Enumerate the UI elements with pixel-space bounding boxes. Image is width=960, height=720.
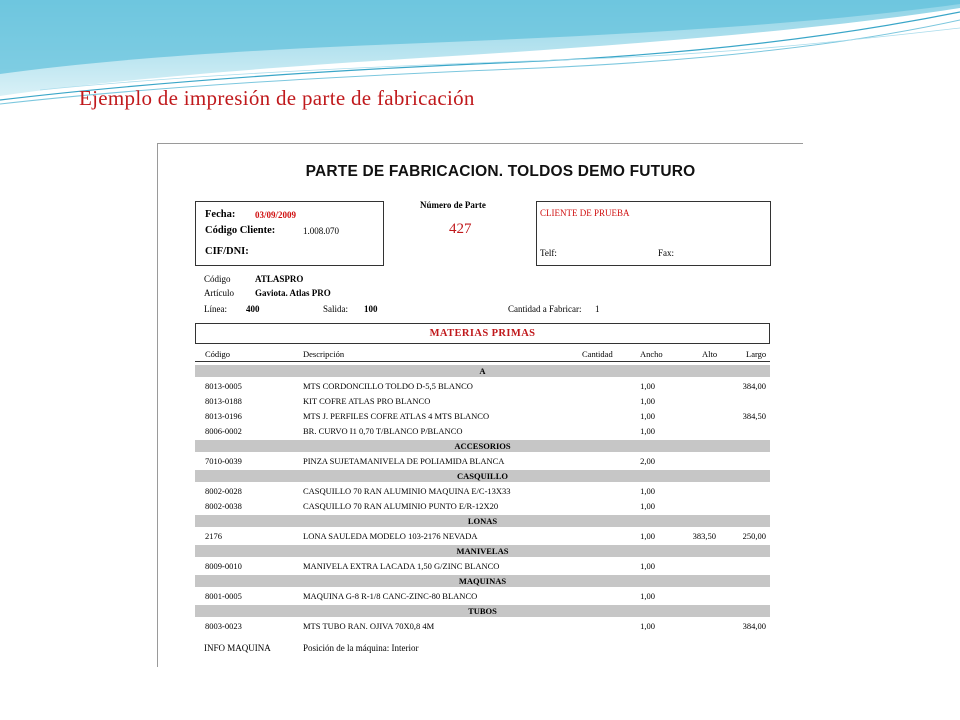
- cell-descripcion: MAQUINA G-8 R-1/8 CANC-ZINC-80 BLANCO: [303, 591, 478, 601]
- group-header: MANIVELAS: [195, 545, 770, 557]
- table-row: [195, 410, 770, 423]
- linea-value: 400: [246, 304, 260, 314]
- slide-title: Ejemplo de impresión de parte de fabricación: [79, 86, 475, 110]
- cell-cantidad: 2,00: [640, 456, 655, 466]
- cell-codigo: 8013-0196: [205, 411, 242, 421]
- cell-cantidad: 1,00: [640, 426, 655, 436]
- fecha-value: 03/09/2009: [255, 210, 297, 220]
- cell-codigo: 8013-0188: [205, 396, 242, 406]
- cell-cantidad: 1,00: [640, 561, 655, 571]
- salida-label: Salida:: [323, 304, 348, 314]
- col-codigo: Código: [205, 349, 231, 359]
- table-row: [195, 620, 770, 633]
- cell-codigo: 8001-0005: [205, 591, 242, 601]
- table-row: [195, 455, 770, 468]
- group-header: CASQUILLO: [195, 470, 770, 482]
- cell-codigo: 8013-0005: [205, 381, 242, 391]
- cell-codigo: 8006-0002: [205, 426, 242, 436]
- col-alto: Alto: [702, 349, 718, 359]
- group-header: ACCESORIOS: [195, 440, 770, 452]
- cell-largo: 384,00: [742, 621, 766, 631]
- cell-largo: 384,50: [742, 411, 766, 421]
- linea-label: Línea:: [204, 304, 227, 314]
- cell-cantidad: 1,00: [640, 501, 655, 511]
- info-maquina-value: Posición de la máquina: Interior: [303, 643, 419, 653]
- table-row: [195, 395, 770, 408]
- cell-descripcion: MANIVELA EXTRA LACADA 1,50 G/ZINC BLANCO: [303, 561, 500, 571]
- cell-cantidad: 1,00: [640, 591, 655, 601]
- codigo-value: ATLASPRO: [255, 274, 304, 284]
- cell-descripcion: CASQUILLO 70 RAN ALUMINIO PUNTO E/R-12X20: [303, 501, 499, 511]
- cell-cantidad: 1,00: [640, 486, 655, 496]
- info-maquina-label: INFO MAQUINA: [204, 643, 271, 653]
- cell-ancho: 383,50: [692, 531, 716, 541]
- salida-value: 100: [364, 304, 378, 314]
- col-ancho: Ancho: [640, 349, 663, 359]
- codigo-cliente-value: 1.008.070: [303, 226, 339, 236]
- cell-descripcion: PINZA SUJETAMANIVELA DE POLIAMIDA BLANCA: [303, 456, 505, 466]
- cell-descripcion: MTS J. PERFILES COFRE ATLAS 4 MTS BLANCO: [303, 411, 490, 421]
- col-cantidad: Cantidad: [582, 349, 613, 359]
- telf-label: Telf:: [540, 248, 557, 258]
- group-header: A: [195, 365, 770, 377]
- cell-largo: 384,00: [742, 381, 766, 391]
- cantidad-fabricar-value: 1: [595, 304, 600, 314]
- table-row: [195, 500, 770, 513]
- document-title: PARTE DE FABRICACION. TOLDOS DEMO FUTURO: [305, 163, 696, 180]
- cantidad-fabricar-label: Cantidad a Fabricar:: [508, 304, 582, 314]
- cell-descripcion: MTS TUBO RAN. OJIVA 70X0,8 4M: [303, 621, 435, 631]
- fecha-cliente-box: [195, 201, 384, 266]
- cell-codigo: 7010-0039: [205, 456, 242, 466]
- table-row: [195, 425, 770, 438]
- materias-primas-title: MATERIAS PRIMAS: [195, 323, 770, 344]
- table-header: [195, 347, 770, 362]
- table-row: [195, 530, 770, 543]
- document-sheet: [157, 143, 803, 667]
- cell-cantidad: 1,00: [640, 396, 655, 406]
- cell-cantidad: 1,00: [640, 381, 655, 391]
- codigo-label: Código: [204, 274, 231, 284]
- table-row: [195, 380, 770, 393]
- cliente-name: CLIENTE DE PRUEBA: [540, 208, 630, 218]
- table-row: [195, 590, 770, 603]
- cell-descripcion: MTS CORDONCILLO TOLDO D-5,5 BLANCO: [303, 381, 473, 391]
- cell-cantidad: 1,00: [640, 411, 655, 421]
- cell-cantidad: 1,00: [640, 531, 655, 541]
- cell-codigo: 8002-0028: [205, 486, 242, 496]
- cell-codigo: 8009-0010: [205, 561, 242, 571]
- col-largo: Largo: [746, 349, 767, 359]
- group-header: MAQUINAS: [195, 575, 770, 587]
- cell-cantidad: 1,00: [640, 621, 655, 631]
- cell-codigo: 8003-0023: [205, 621, 242, 631]
- numero-parte-label: Número de Parte: [420, 200, 486, 210]
- articulo-label: Artículo: [204, 288, 234, 298]
- cif-label: CIF/DNI:: [205, 246, 249, 257]
- table-row: [195, 485, 770, 498]
- cell-descripcion: BR. CURVO I1 0,70 T/BLANCO P/BLANCO: [303, 426, 463, 436]
- cell-descripcion: LONA SAULEDA MODELO 103-2176 NEVADA: [303, 531, 478, 541]
- cell-largo: 250,00: [742, 531, 766, 541]
- cell-descripcion: KIT COFRE ATLAS PRO BLANCO: [303, 396, 431, 406]
- fecha-label: Fecha:: [205, 209, 236, 220]
- cell-descripcion: CASQUILLO 70 RAN ALUMINIO MAQUINA E/C-13X33: [303, 486, 511, 496]
- numero-parte-value: 427: [449, 221, 472, 237]
- col-descripcion: Descripción: [303, 349, 345, 359]
- cell-codigo: 2176: [205, 531, 222, 541]
- group-header: LONAS: [195, 515, 770, 527]
- table-row: [195, 560, 770, 573]
- articulo-value: Gaviota. Atlas PRO: [255, 288, 331, 298]
- cell-codigo: 8002-0038: [205, 501, 242, 511]
- cliente-box: [536, 201, 771, 266]
- fax-label: Fax:: [658, 248, 675, 258]
- codigo-cliente-label: Código Cliente:: [205, 225, 276, 236]
- group-header: TUBOS: [195, 605, 770, 617]
